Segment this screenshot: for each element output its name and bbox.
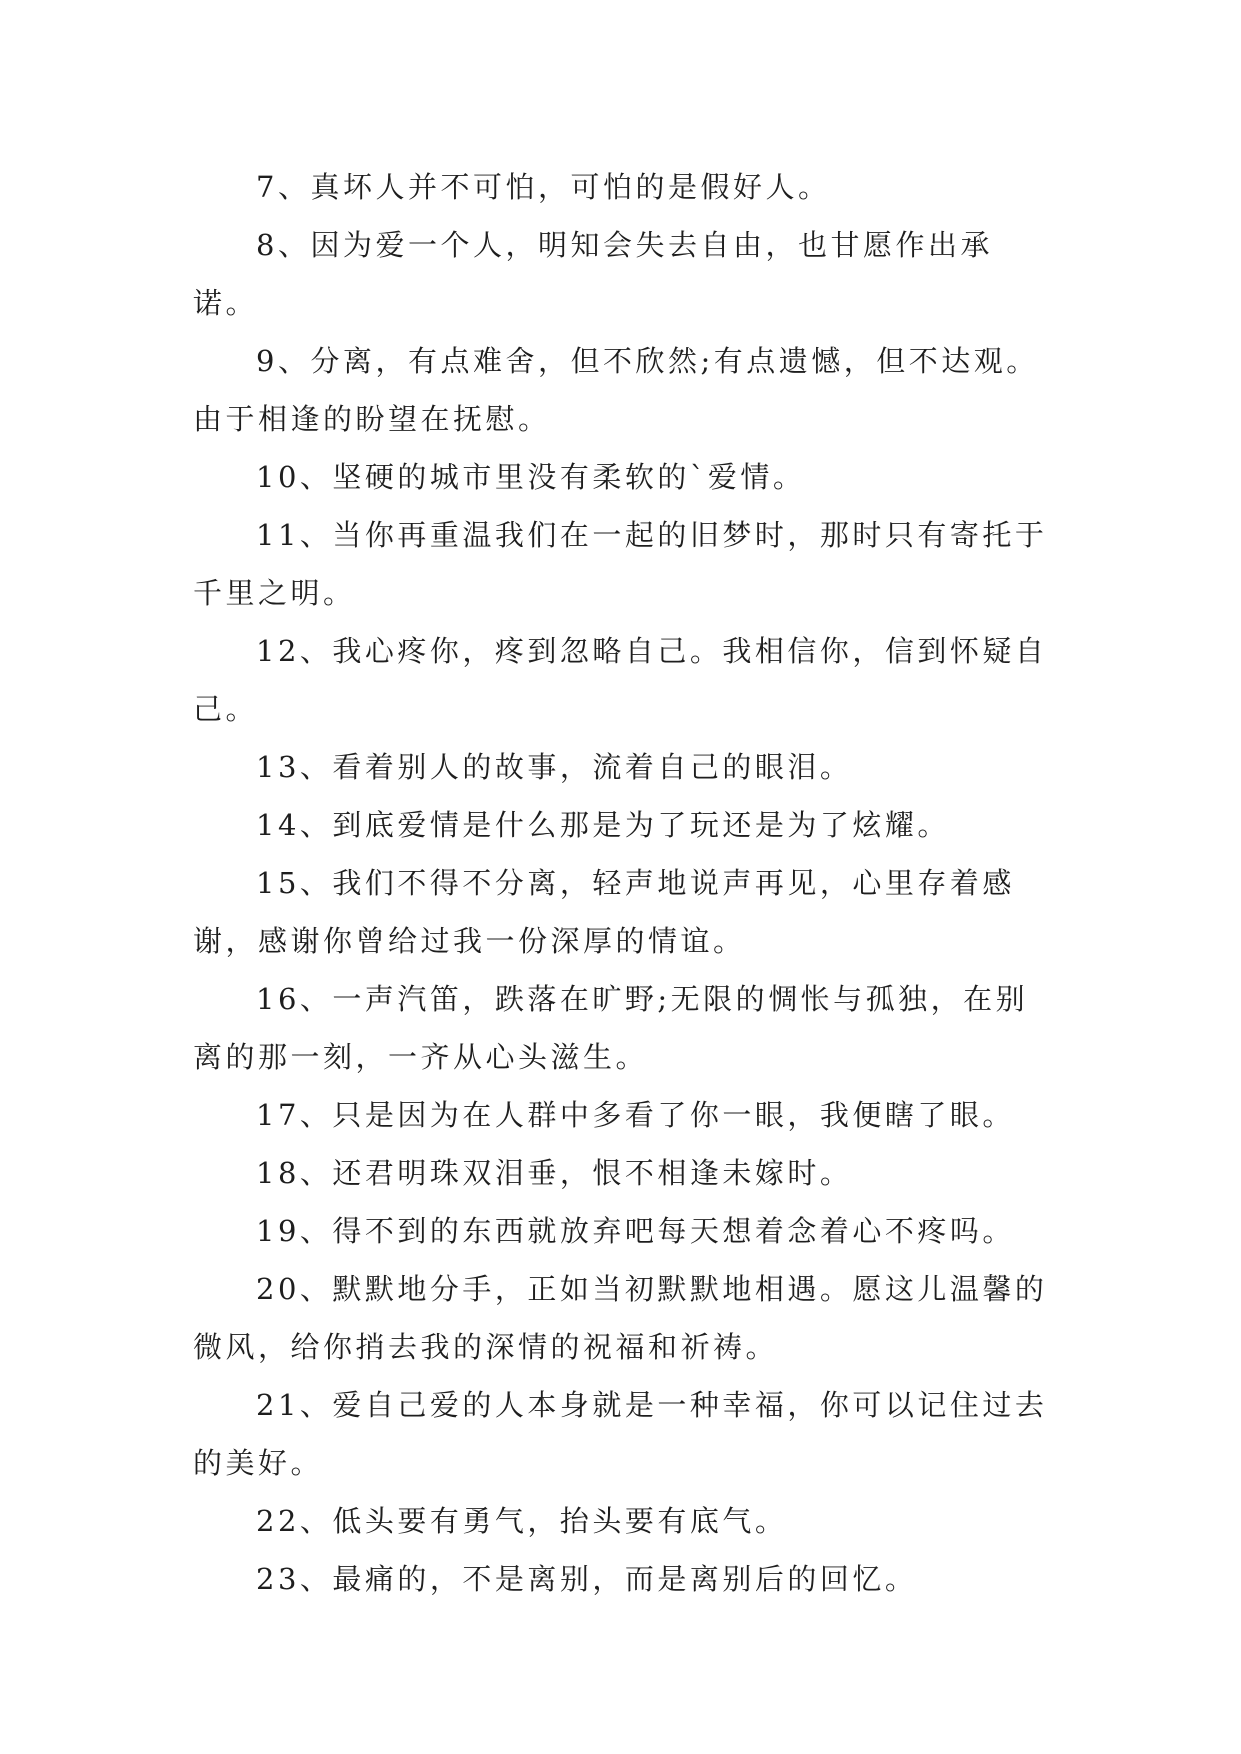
- quote-paragraph-21: 21、爱自己爱的人本身就是一种幸福，你可以记住过去的美好。: [193, 1388, 1048, 1480]
- quote-paragraph-16: 16、一声汽笛，跌落在旷野;无限的惆怅与孤独，在别离的那一刻，一齐从心头滋生。: [193, 982, 1029, 1074]
- quote-paragraph-12: 12、我心疼你，疼到忽略自己。我相信你，信到怀疑自己。: [193, 634, 1048, 726]
- quote-paragraph-14: 14、到底爱情是什么那是为了玩还是为了炫耀。: [256, 808, 950, 842]
- quote-paragraph-13: 13、看着别人的故事，流着自己的眼泪。: [256, 750, 853, 784]
- quote-paragraph-11: 11、当你再重温我们在一起的旧梦时，那时只有寄托于千里之明。: [193, 518, 1048, 610]
- quote-paragraph-8: 8、因为爱一个人，明知会失去自由，也甘愿作出承诺。: [193, 228, 993, 320]
- quote-paragraph-7: 7、真坏人并不可怕，可怕的是假好人。: [256, 170, 831, 204]
- quote-paragraph-17: 17、只是因为在人群中多看了你一眼，我便瞎了眼。: [256, 1098, 1015, 1132]
- document-body: [193, 158, 1053, 1608]
- quote-paragraph-23: 23、最痛的，不是离别，而是离别后的回忆。: [256, 1562, 918, 1596]
- quote-paragraph-22: 22、低头要有勇气，抬头要有底气。: [256, 1504, 788, 1538]
- quote-paragraph-15: 15、我们不得不分离，轻声地说声再见，心里存着感谢，感谢你曾给过我一份深厚的情谊。: [193, 866, 1015, 958]
- quote-paragraph-9: 9、分离，有点难舍，但不欣然;有点遗憾，但不达观。由于相逢的盼望在抚慰。: [193, 344, 1039, 436]
- quote-paragraph-19: 19、得不到的东西就放弃吧每天想着念着心不疼吗。: [256, 1214, 1015, 1248]
- quote-paragraph-18: 18、还君明珠双泪垂，恨不相逢未嫁时。: [256, 1156, 853, 1190]
- quote-paragraph-20: 20、默默地分手，正如当初默默地相遇。愿这儿温馨的微风，给你捎去我的深情的祝福和祈祷。: [193, 1272, 1048, 1364]
- quote-paragraph-10: 10、坚硬的城市里没有柔软的`爱情。: [256, 460, 806, 494]
